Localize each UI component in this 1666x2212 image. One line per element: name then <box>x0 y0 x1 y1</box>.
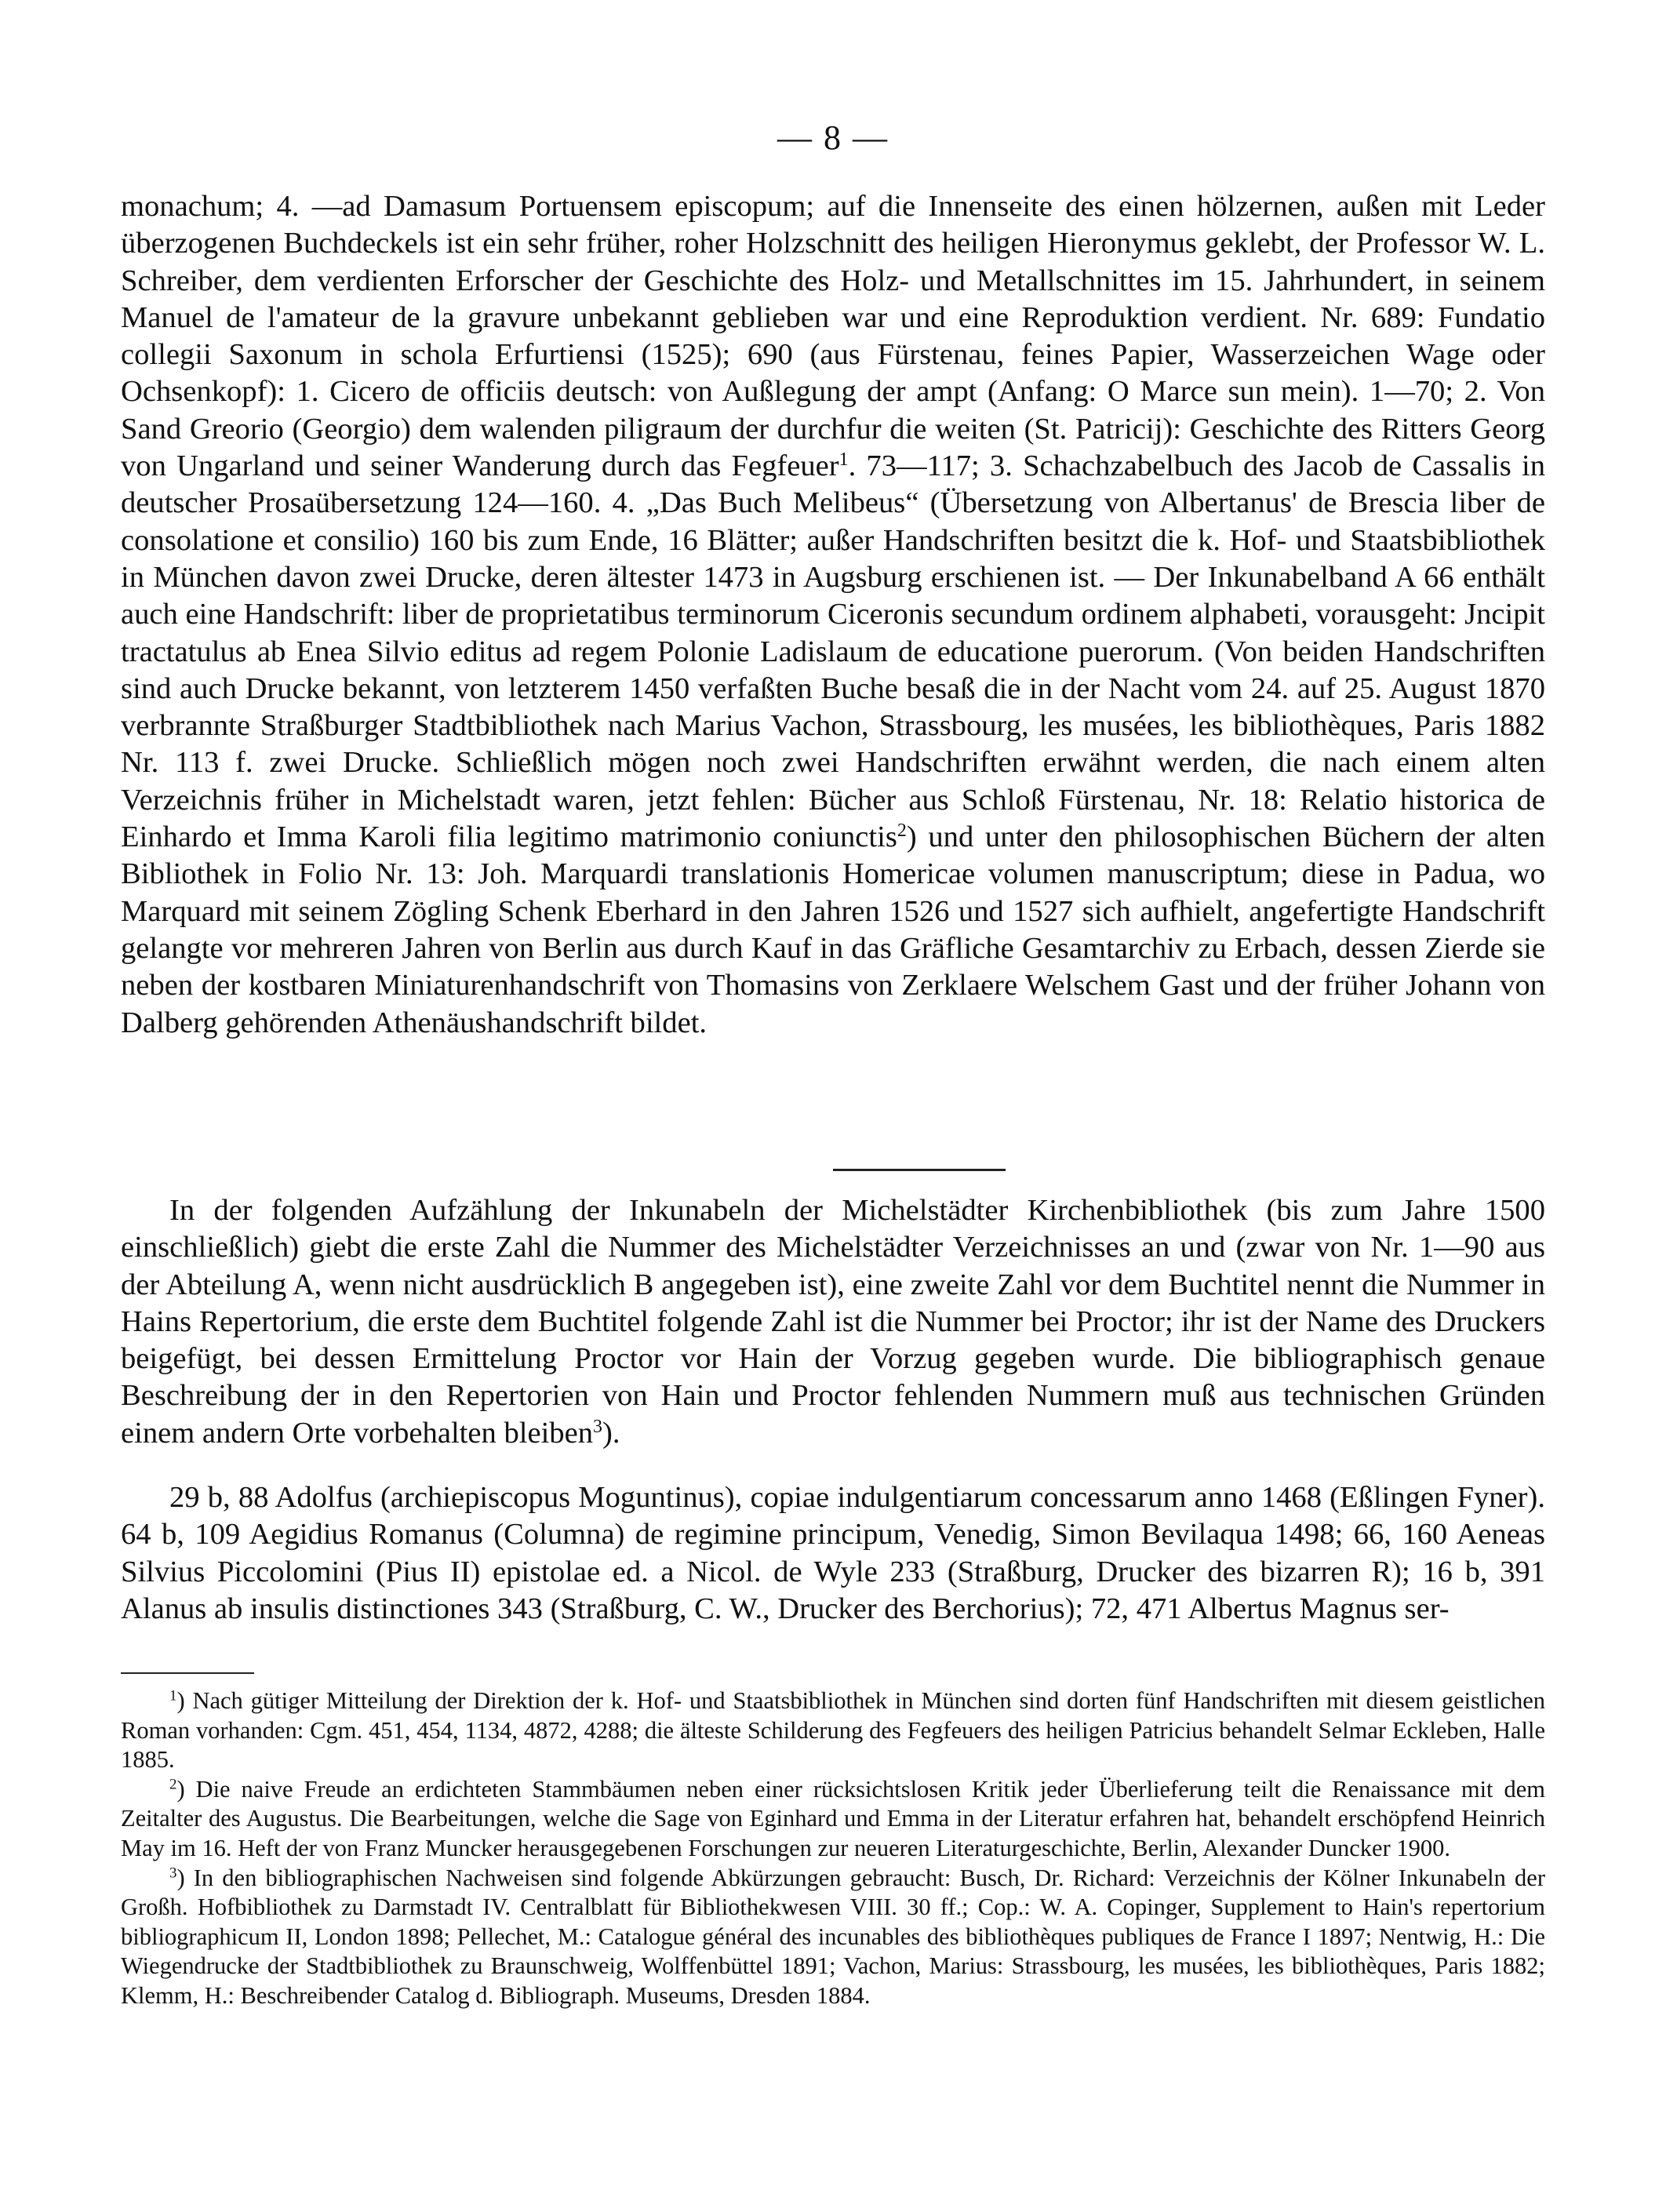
footnote-1-text: ) Nach gütiger Mitteilung der Direktion der k. Hof- und Staatsbibliothek in München sind dorten fünf Handschriften mit diesem geistlichen Roman vorhanden: Cgm. 451, 454, 1134, 4872, 4288; die älteste Schilderung des Fegfeuers des heiligen Patricius behandelt Selmar Eckleben, Halle 1885. <box>121 1687 1545 1774</box>
footnote-2-mark: 2 <box>169 1776 177 1793</box>
footnote-ref-2[interactable]: 2 <box>897 820 907 841</box>
paragraph-explanation <box>121 1192 1545 1452</box>
footnote-1-mark: 1 <box>169 1687 177 1704</box>
paragraph-1-part-c: ) und unter den philosophischen Büchern der alten Bibliothek in Folio Nr. 13: Joh. Marquardi translationis Homericae volumen manuscriptum; diese in Padua, wo Marquard mit seinem Zögling Schenk Eberhard in den Jahren 1526 und 1527 sich aufhielt, angefertigte Handschrift gelangte vor mehreren Jahren von Berlin aus durch Kauf in das Gräfliche Gesamtarchiv zu Erbach, dessen Zierde sie neben der kostbaren Miniaturenhandschrift von Thomasins von Zerklaere Welschem Gast und der früher Johann von Dalberg gehörenden Athenäushandschrift bildet. <box>121 820 1545 1039</box>
paragraph-2-text: In der folgenden Aufzählung der Inkunabeln der Michelstädter Kirchenbibliothek (bis zum Jahre 1500 einschließlich) giebt die erste Zahl die Nummer des Michelstädter Verzeichnisses an und (zwar von Nr. 1—90 aus der Abteilung A, wenn nicht ausdrücklich B angegeben ist), eine zweite Zahl vor dem Buchtitel nennt die Nummer in Hains Repertorium, die erste dem Buchtitel folgende Zahl ist die Nummer bei Proctor; ihr ist der Name des Druckers beigefügt, bei dessen Ermittelung Proctor vor Hain der Vorzug gegeben wurde. Die bibliographisch genaue Beschreibung der in den Repertorien von Hain und Proctor fehlenden Nummern muß aus technischen Gründen einem andern Orte vorbehalten bleiben <box>121 1194 1545 1450</box>
body-text-continued <box>121 188 1545 1042</box>
footnotes <box>121 1686 1545 2011</box>
paragraph-intro <box>121 188 1545 1042</box>
paragraph-incunabula-list: 29 b, 88 Adolfus (archiepiscopus Moguntinus), copiae indulgentiarum concessarum anno 1468 (Eßlingen Fyner). 64 b, 109 Aegidius Romanus (Columna) de regimine principum, Venedig, Simon Bevilaqua 1498; 66, 160 Aeneas Silvius Piccolomini (Pius II) epistolae ed. a Nicol. de Wyle 233 (Straßburg, Drucker des bizarren R); 16 b, 391 Alanus ab insulis distinctiones 343 (Straßburg, C. W., Drucker des Berchorius); 72, 471 Albertus Magnus ser- <box>121 1481 1545 1625</box>
footnote-2-text: ) Die naive Freude an erdichteten Stammbäumen neben einer rücksichtslosen Kritik jeder Überlieferung teilt die Renaissance mit dem Zeitalter des Augustus. Die Bearbeitungen, welche die Sage von Eginhard und Emma in der Literatur erfahren hat, behandelt erschöpfend Heinrich May im 16. Heft der von Franz Muncker herausgegebenen Forschungen zur neueren Literaturgeschichte, Berlin, Alexander Duncker 1900. <box>121 1775 1545 1861</box>
footnote-3-mark: 3 <box>169 1865 177 1882</box>
footnote-3-text: ) In den bibliographischen Nachweisen sind folgende Abkürzungen gebraucht: Busch, Dr. Richard: Verzeichnis der Kölner Inkunabeln der Großh. Hofbibliothek zu Darmstadt IV. Centralblatt für Bibliothekwesen VIII. 30 ff.; Cop.: W. A. Copinger, Supplement to Hain's repertorium bibliographicum II, London 1898; Pellechet, M.: Catalogue général des incunables des bibliothèques publiques de France I 1897; Nentwig, H.: Die Wiegendrucke der Stadtbibliothek zu Braunschweig, Wolffenbüttel 1891; Vachon, Marius: Strassbourg, les musées, les bibliothèques, Paris 1882; Klemm, H.: Beschreibender Catalog d. Bibliograph. Museums, Dresden 1884. <box>121 1864 1545 2009</box>
footnote-rule <box>121 1672 254 1674</box>
body-text-section <box>121 1192 1545 1452</box>
footnote-ref-1[interactable]: 1 <box>838 449 849 470</box>
paragraph-1-part-b: . 73—117; 3. Schachzabelbuch des Jacob de Cassalis in deutscher Prosaübersetzung 124—160. 4. „Das Buch Melibeus“ (Übersetzung von Albertanus' de Brescia liber de consolatione et consilio) 160 bis zum Ende, 16 Blätter; außer Handschriften besitzt die k. Hof- und Staatsbibliothek in München davon zwei Drucke, deren ältester 1473 in Augsburg erschienen ist. — Der Inkunabelband A 66 enthält auch eine Handschrift: liber de proprietatibus terminorum Ciceronis secundum ordinem alphabeti, vorausgeht: Jncipit tractatulus ab Enea Silvio editus ad regem Polonie Ladislaum de educatione puerorum. (Von beiden Handschriften sind auch Drucke bekannt, von letzterem 1450 verfaßten Buche besaß die in der Nacht vom 24. auf 25. August 1870 verbrannte Straßburger Stadtbibliothek nach Marius Vachon, Strassbourg, les musées, les bibliothèques, Paris 1882 Nr. 113 f. zwei Drucke. Schließlich mögen noch zwei Handschriften erwähnt werden, die nach einem alten Verzeichnis früher in Michelstadt waren, jetzt fehlen: Bücher aus Schloß Fürstenau, Nr. 18: Relatio historica de Einhardo et Imma Karoli filia legitimo matrimonio coniunctis <box>121 449 1545 854</box>
page-number: — 8 — <box>777 118 889 157</box>
footnote-1 <box>121 1686 1545 1775</box>
body-text-list <box>121 1479 1545 1628</box>
footnote-2 <box>121 1775 1545 1864</box>
paragraph-2-end: ). <box>602 1416 620 1450</box>
footnote-ref-3[interactable]: 3 <box>593 1416 602 1437</box>
paragraph-1-part-a: monachum; 4. —ad Damasum Portuensem episcopum; auf die Innenseite des einen hölzernen, außen mit Leder überzogenen Buchdeckels ist ein sehr früher, roher Holzschnitt des heiligen Hieronymus geklebt, der Professor W. L. Schreiber, dem verdienten Erforscher der Geschichte des Holz- und Metallschnittes im 15. Jahrhundert, in seinem Manuel de l'amateur de la gravure unbekannt geblieben war und eine Reproduktion verdient. Nr. 689: Fundatio collegii Saxonum in schola Erfurtiensi (1525); 690 (aus Fürstenau, feines Papier, Wasserzeichen Wage oder Ochsenkopf): 1. Cicero de officiis deutsch: von Außlegung der ampt (Anfang: O Marce sun mein). 1—70; 2. Von Sand Greorio (Georgio) dem walenden piligraum der durchfur die weiten (St. Patricij): Geschichte des Ritters Georg von Ungarland und seiner Wanderung durch das Fegfeuer <box>121 190 1545 483</box>
footnote-3 <box>121 1864 1545 2011</box>
